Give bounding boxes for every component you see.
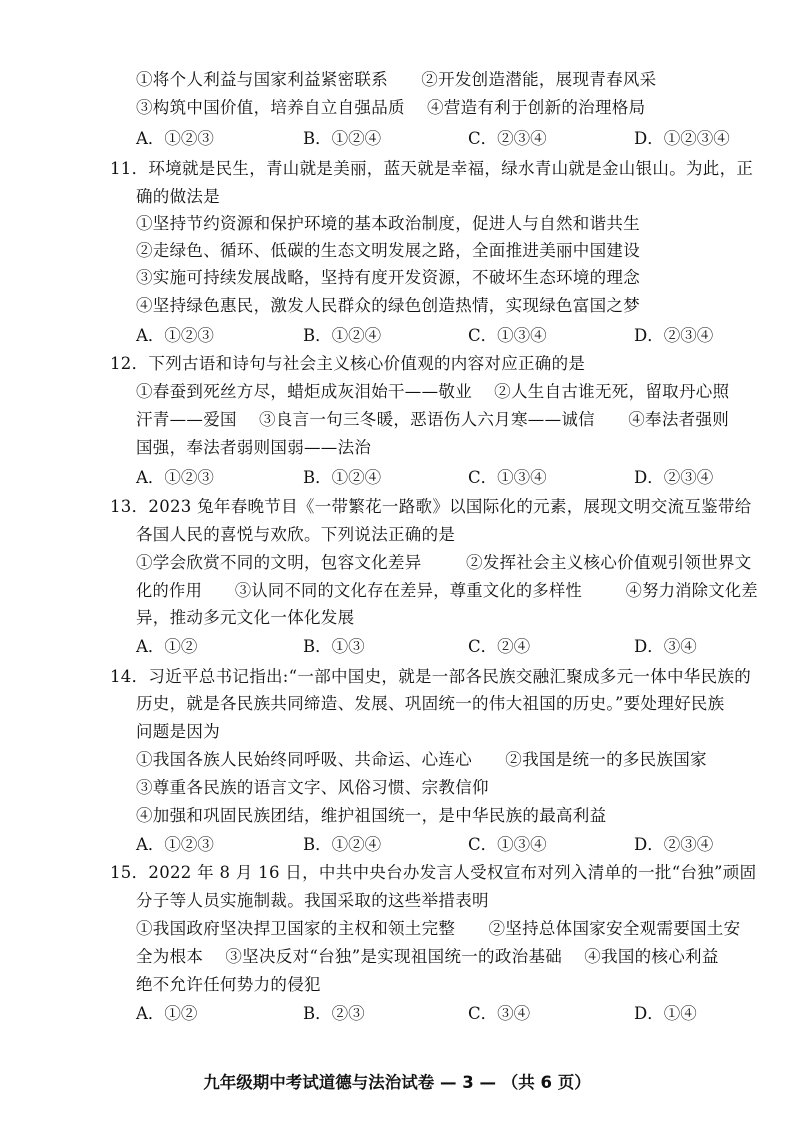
q11-option-b: B．①②④ — [303, 326, 382, 345]
q12-option-a: A．①②③ — [136, 468, 214, 487]
prev-option-c: C．②③④ — [468, 129, 547, 148]
prev-option-b: B．①②④ — [303, 129, 382, 148]
q15-choice-line-3: 绝不允许任何势力的侵犯 — [136, 975, 321, 994]
q13-choice-line-2: 化的作用 ③认同不同的文化存在差异，尊重文化的多样性 ④努力消除文化差 — [136, 581, 758, 600]
q14-choice-line-1: ①我国各族人民始终同呼吸、共命运、心连心 ②我国是统一的多民族国家 — [136, 750, 707, 769]
q12-option-b: B．①②④ — [303, 468, 382, 487]
q14-stem-line-2: 历史，就是各民族共同缔造、发展、巩固统一的伟大祖国的历史。”要处理好民族 — [136, 694, 725, 713]
q15-stem-line-1: 15．2022 年 8 月 16 日，中共中央台办发言人受权宣布对列入清单的一批“台独”顽固 — [110, 863, 757, 882]
q14-choice-line-2: ③尊重各民族的语言文字、风俗习惯、宗教信仰 — [136, 778, 489, 797]
q12-choice-line-2: 汗青——爱国 ③良言一句三冬暖，恶语伤人六月寒——诚信 ④奉法者强则 — [136, 410, 730, 429]
q11-option-c: C．①③④ — [468, 326, 547, 345]
q14-choice-line-3: ④加强和巩固民族团结，维护祖国统一，是中华民族的最高利益 — [136, 806, 607, 825]
q14-option-a: A．①②③ — [136, 835, 214, 854]
q14-option-d: D．②③④ — [634, 835, 714, 854]
q13-option-c: C．②④ — [468, 637, 531, 656]
q13-stem-line-1: 13．2023 兔年春晚节目《一带繁花一路歌》以国际化的元素，展现文明交流互鉴带给 — [110, 497, 752, 516]
q11-choice-1: ①坚持节约资源和保护环境的基本政治制度，促进人与自然和谐共生 — [136, 214, 640, 233]
q15-option-d: D．①④ — [634, 1004, 697, 1023]
q13-stem-line-2: 各国人民的喜悦与欢欣。下列说法正确的是 — [136, 525, 456, 544]
q14-stem-line-3: 问题是因为 — [136, 722, 220, 741]
q12-choice-line-3: 国强，奉法者弱则国弱——法治 — [136, 438, 372, 457]
prev-choice-line-1: ①将个人利益与国家利益紧密联系 ②开发创造潜能，展现青春风采 — [136, 70, 657, 89]
q11-stem-line-2: 确的做法是 — [136, 187, 220, 206]
q15-choice-line-2: 全为根本 ③坚决反对“台独”是实现祖国统一的政治基础 ④我国的核心利益 — [136, 947, 719, 966]
prev-choice-line-2: ③构筑中国价值，培养自立自强品质 ④营造有利于创新的治理格局 — [136, 98, 646, 117]
q11-choice-2: ②走绿色、循环、低碳的生态文明发展之路，全面推进美丽中国建设 — [136, 241, 640, 260]
q15-option-b: B．②③ — [303, 1004, 365, 1023]
q15-option-c: C．③④ — [468, 1004, 531, 1023]
q12-option-c: C．①③④ — [468, 468, 547, 487]
q13-choice-line-1: ①学会欣赏不同的文明，包容文化差异 ②发挥社会主义核心价值观引领世界文 — [136, 553, 752, 572]
q11-option-a: A．①②③ — [136, 326, 214, 345]
q14-stem-line-1: 14．习近平总书记指出:“一部中国史，就是一部各民族交融汇聚成多元一体中华民族的 — [110, 667, 751, 686]
q15-option-a: A．①② — [136, 1004, 198, 1023]
q11-stem-line-1: 11．环境就是民生，青山就是美丽，蓝天就是幸福，绿水青山就是金山银山。为此，正 — [110, 159, 754, 178]
q13-choice-line-3: 异，推动多元文化一体化发展 — [136, 608, 355, 627]
q11-choice-4: ④坚持绿色惠民，激发人民群众的绿色创造热情，实现绿色富国之梦 — [136, 296, 640, 315]
q12-stem-line-1: 12．下列古语和诗句与社会主义核心价值观的内容对应正确的是 — [110, 354, 586, 373]
prev-option-a: A．①②③ — [136, 129, 214, 148]
q15-choice-line-1: ①我国政府坚决捍卫国家的主权和领土完整 ②坚持总体国家安全观需要国土安 — [136, 919, 741, 938]
q14-option-c: C．①③④ — [468, 835, 547, 854]
q11-option-d: D．②③④ — [634, 326, 714, 345]
q12-option-d: D．②③④ — [634, 468, 714, 487]
q13-option-d: D．③④ — [634, 637, 697, 656]
q13-option-b: B．①③ — [303, 637, 365, 656]
q13-option-a: A．①② — [136, 637, 198, 656]
q11-choice-3: ③实施可持续发展战略，坚持有度开发资源，不破坏生态环境的理念 — [136, 268, 640, 287]
prev-option-d: D．①②③④ — [634, 129, 730, 148]
q14-option-b: B．①②④ — [303, 835, 382, 854]
q15-stem-line-2: 分子等人员实施制裁。我国采取的这些举措表明 — [136, 891, 489, 910]
q12-choice-line-1: ①春蚕到死丝方尽，蜡炬成灰泪始干——敬业 ②人生自古谁无死，留取丹心照 — [136, 382, 730, 401]
page-footer: 九年级期中考试道德与法治试卷 — 3 — （共 6 页） — [203, 1073, 591, 1092]
